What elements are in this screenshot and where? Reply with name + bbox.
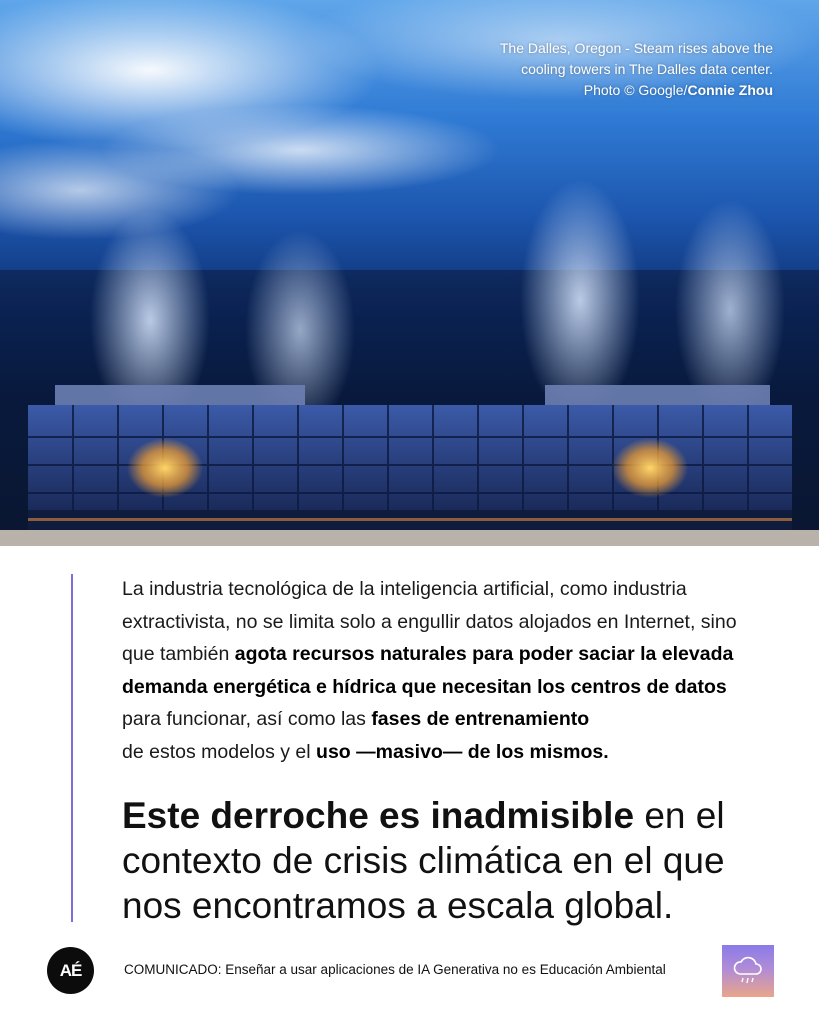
body-paragraph [122,573,762,768]
para-text-2: para funcionar, así como las [122,708,372,730]
headline-rest: en el contexto de crisis climática en el que nos encontramos a escala global. [122,795,725,926]
para-text-3: de estos modelos y el [122,740,317,763]
credit-prefix: Photo © Google/ [583,82,688,98]
logo-text: AÉ [59,960,82,980]
photo-caption [413,38,773,101]
ae-logo [47,947,94,994]
para-bold-1: agota recursos naturales para poder saciar la elevada demanda energética e hídrica que necesitan los centros de datos [122,643,734,698]
headline [122,793,772,928]
para-bold-2: fases de entrenamiento [371,708,590,730]
credit-author: Connie Zhou [687,82,773,98]
cloud-thumbnail [722,945,774,997]
footer-label: COMUNICADO: [124,962,222,977]
para-bold-3: uso —masivo— de los mismos. [316,740,609,763]
footer-title: Enseñar a usar aplicaciones de IA Generativa no es Educación Ambiental [221,962,666,977]
caption-line-1: The Dalles, Oregon - Steam rises above the [499,40,773,56]
cloud-rain-icon [731,956,765,986]
caption-credit [413,80,773,101]
caption-line-2: cooling towers in The Dalles data center. [521,61,773,77]
para-text-1: La industria tecnológica de la inteligencia artificial, como industria extractivista, no se limita solo a engullir datos alojados en Internet, sino que también [122,578,737,665]
accent-rule [71,574,73,922]
headline-bold: Este derroche es inadmisible [122,795,635,836]
footer-communique [124,962,666,977]
